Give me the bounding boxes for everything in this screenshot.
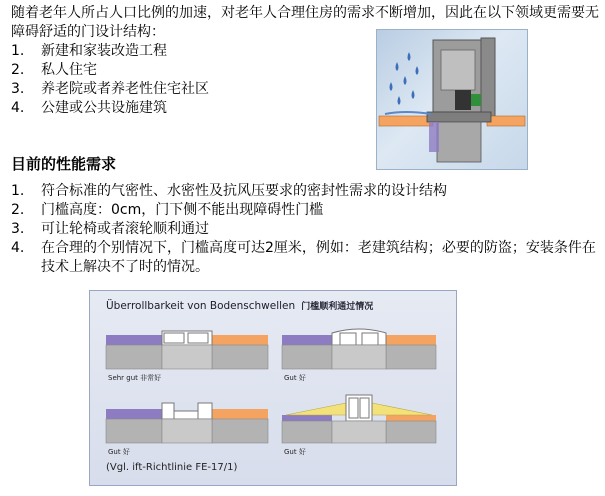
list-text: 门槛高度：0cm，门下侧不能出现障碍性门槛 bbox=[41, 202, 324, 218]
list-number: 4. bbox=[11, 240, 25, 256]
list-item bbox=[11, 42, 361, 61]
diagram-footnote: (Vgl. ift-Richtlinie FE-17/1) bbox=[106, 462, 238, 473]
panel-gut-ramp bbox=[282, 395, 436, 443]
list-text: 私人住宅 bbox=[41, 62, 97, 78]
list-item bbox=[11, 220, 596, 239]
diagram-title-de: Überrollbarkeit von Bodenschwellen bbox=[106, 300, 296, 312]
list-item bbox=[11, 201, 596, 220]
list-text: 可让轮椅或者滚轮顺利通过 bbox=[41, 221, 209, 237]
list-text: 公建或公共设施建筑 bbox=[41, 100, 167, 116]
threshold-diagram bbox=[89, 290, 457, 486]
list-number: 4. bbox=[11, 100, 25, 116]
panel-caption: Gut 好 bbox=[284, 374, 306, 382]
list-item bbox=[11, 80, 361, 99]
panel-caption: Gut 好 bbox=[284, 448, 306, 456]
threshold-section-photo bbox=[376, 29, 528, 170]
panel-gut-arch bbox=[282, 329, 436, 369]
list-number: 1. bbox=[11, 183, 25, 199]
application-list bbox=[11, 42, 361, 118]
list-item bbox=[11, 61, 361, 80]
threshold-section-illustration bbox=[377, 30, 527, 169]
requirements-list bbox=[11, 182, 596, 277]
diagram-title-cn: 门槛顺利通过情况 bbox=[301, 302, 374, 312]
list-number: 2. bbox=[11, 202, 25, 218]
requirements-heading: 目前的性能需求 bbox=[11, 155, 117, 173]
intro-paragraph: 随着老年人所占人口比例的加速，对老年人合理住房的需求不断增加，因此在以下领域更需要无障碍舒适的门设计结构： bbox=[11, 5, 599, 40]
list-text: 符合标准的气密性、水密性及抗风压要求的密封性需求的设计结构 bbox=[41, 183, 447, 199]
list-number: 3. bbox=[11, 221, 25, 237]
panel-caption: Gut 好 bbox=[108, 448, 130, 456]
list-text: 新建和家装改造工程 bbox=[41, 43, 167, 59]
list-item bbox=[11, 182, 596, 201]
list-text: 在合理的个别情况下，门槛高度可达2厘米，例如：老建筑结构；必要的防盗；安装条件在技术上解决不了时的情况。 bbox=[41, 240, 596, 275]
list-item bbox=[11, 239, 596, 277]
list-item bbox=[11, 99, 361, 118]
panel-caption: Sehr gut 非常好 bbox=[108, 374, 162, 382]
panel-gut-step bbox=[106, 403, 268, 443]
threshold-panels bbox=[90, 291, 456, 485]
list-text: 养老院或者养老性住宅社区 bbox=[41, 81, 209, 97]
list-number: 2. bbox=[11, 62, 25, 78]
panel-sehr-gut bbox=[106, 331, 268, 369]
list-number: 3. bbox=[11, 81, 25, 97]
list-number: 1. bbox=[11, 43, 25, 59]
